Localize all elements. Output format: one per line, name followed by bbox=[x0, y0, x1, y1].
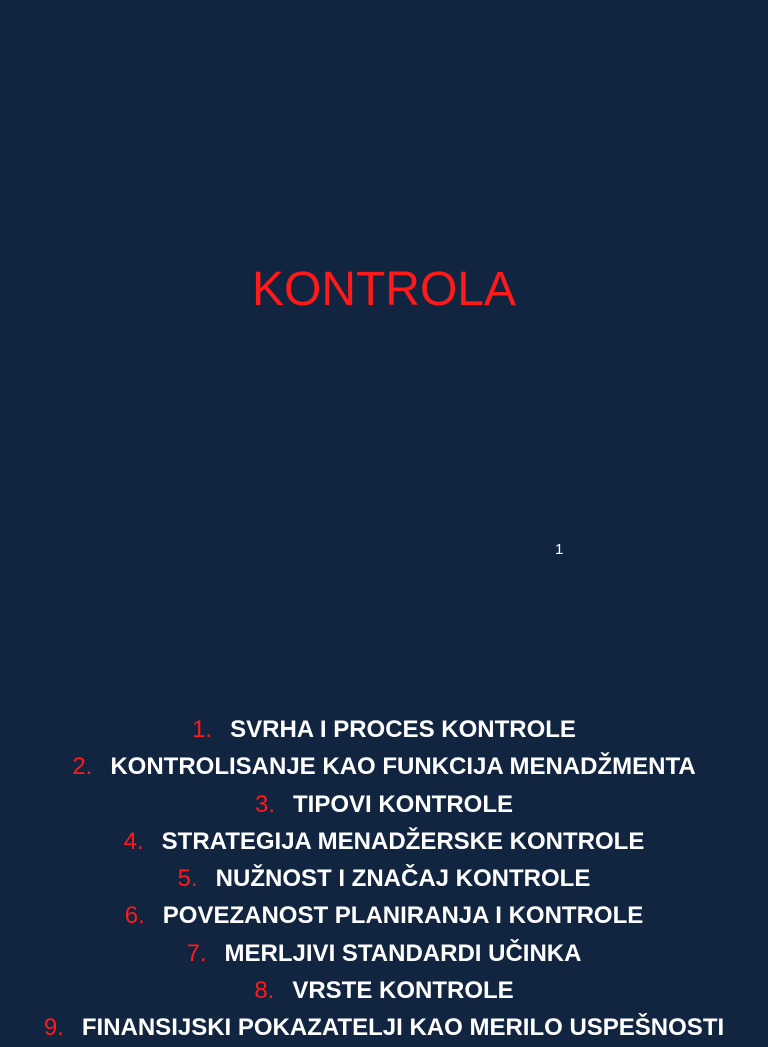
toc-item-number: 5. bbox=[177, 865, 198, 893]
toc-item-number: 6. bbox=[124, 902, 145, 930]
toc-item-label: SVRHA I PROCES KONTROLE bbox=[230, 716, 576, 743]
toc-item-4 bbox=[0, 823, 768, 860]
toc-item-label: VRSTE KONTROLE bbox=[292, 977, 514, 1005]
toc-item-8 bbox=[0, 972, 768, 1009]
toc-item-number: 8. bbox=[254, 977, 275, 1005]
toc-item-label: STRATEGIJA MENADŽERSKE KONTROLE bbox=[161, 827, 645, 855]
toc-item-label: FINANSIJSKI POKAZATELJI KAO MERILO USPEŠNOSTI bbox=[81, 1014, 725, 1042]
toc-item-number: 4. bbox=[123, 827, 144, 855]
toc-item-5 bbox=[0, 860, 768, 897]
page-number: 1 bbox=[555, 541, 564, 558]
toc-item-9 bbox=[0, 1009, 768, 1046]
toc-item-number: 1. bbox=[192, 716, 213, 743]
toc-item-number: 7. bbox=[186, 939, 207, 967]
toc-item-label: KONTROLISANJE KAO FUNKCIJA MENADŽMENTA bbox=[110, 753, 696, 781]
toc-item-3 bbox=[0, 786, 768, 823]
toc-item-7 bbox=[0, 935, 768, 972]
toc-item-label: POVEZANOST PLANIRANJA I KONTROLE bbox=[162, 902, 644, 930]
table-of-contents bbox=[0, 711, 768, 1047]
toc-item-number: 2. bbox=[72, 753, 93, 781]
slide-title: KONTROLA bbox=[251, 263, 517, 316]
toc-item-label: MERLJIVI STANDARDI UČINKA bbox=[224, 939, 582, 967]
toc-item-label: TIPOVI KONTROLE bbox=[293, 790, 514, 818]
toc-item-number: 3. bbox=[254, 790, 275, 818]
toc-item-1 bbox=[0, 711, 768, 748]
toc-item-6 bbox=[0, 897, 768, 934]
toc-item-2 bbox=[0, 748, 768, 785]
toc-item-label: NUŽNOST I ZNAČAJ KONTROLE bbox=[215, 865, 591, 893]
toc-item-number: 9. bbox=[43, 1014, 64, 1042]
